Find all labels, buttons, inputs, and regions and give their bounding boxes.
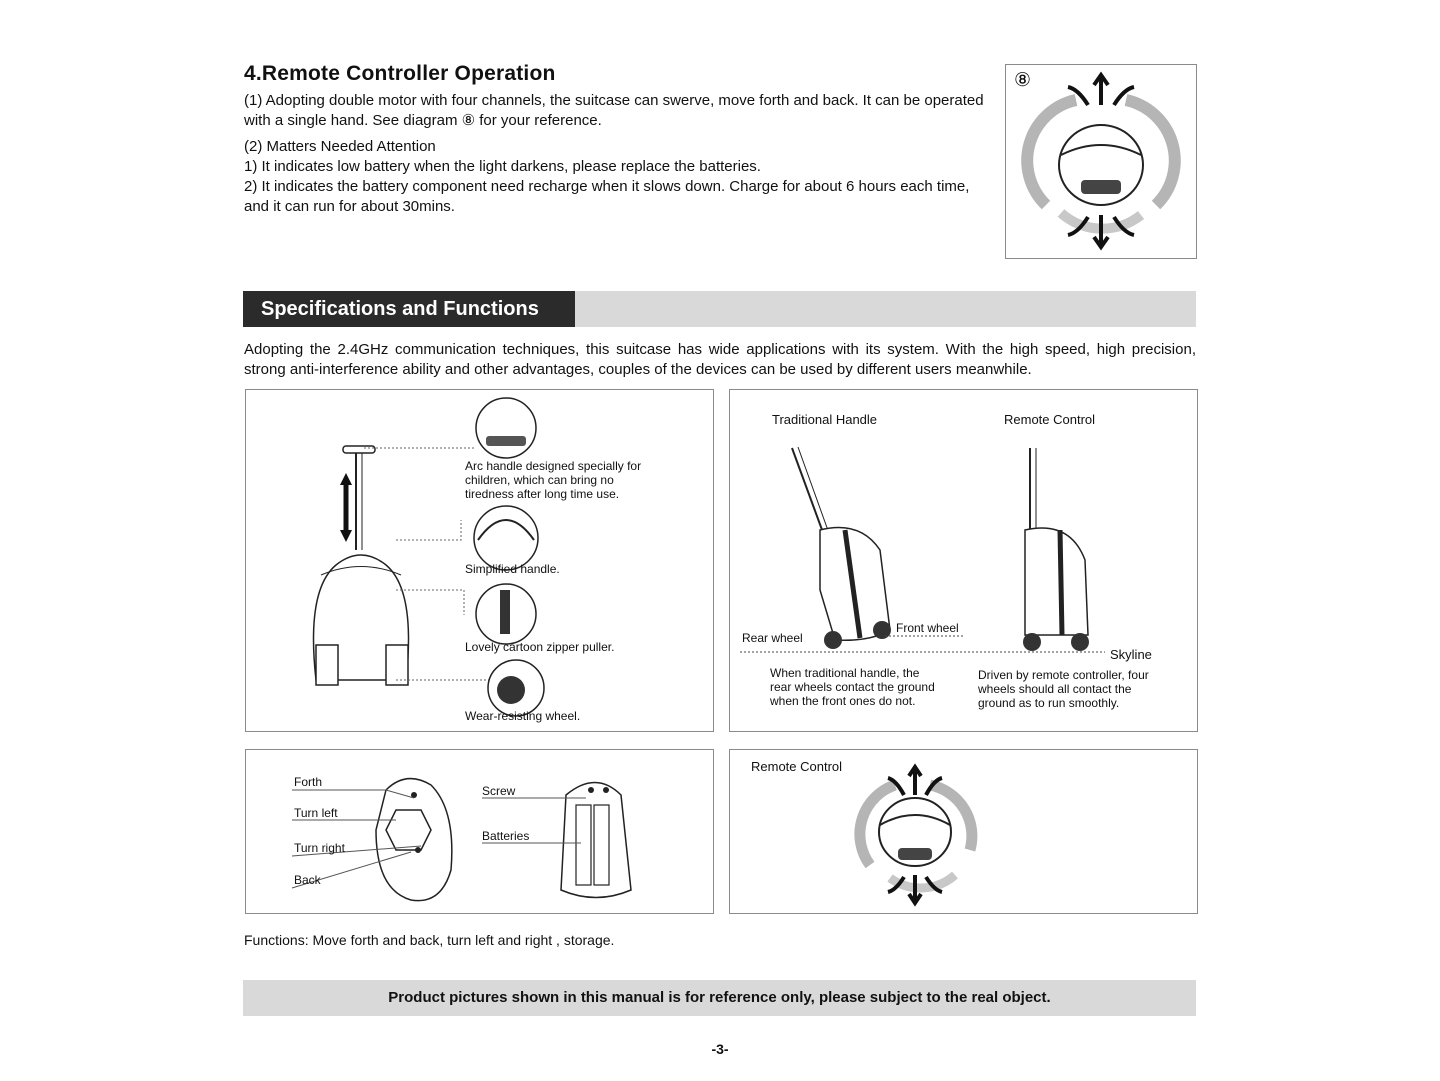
label-skyline: Skyline	[1110, 647, 1152, 662]
label-wheel: Wear-resisting wheel.	[465, 709, 581, 723]
specifications-title: Specifications and Functions	[243, 291, 575, 327]
matters-item-1: 1) It indicates low battery when the light darkens, please replace the batteries.	[244, 158, 761, 175]
label-simplified-handle: Simplified handle.	[465, 562, 560, 576]
suitcase-features-illustration	[246, 390, 713, 731]
label-turn-left: Turn left	[294, 806, 338, 820]
paragraph-double-motor: (1) Adopting double motor with four channels, the suitcase can swerve, move forth and back. It can be operated with a single hand. See diagram ⑧ for your reference.	[244, 92, 984, 129]
label-batteries: Batteries	[482, 829, 530, 843]
rotation-arrows-icon	[730, 750, 1197, 913]
label-rear-wheel: Rear wheel	[742, 631, 803, 645]
features-panel	[245, 389, 714, 732]
handle-comparison-panel	[729, 389, 1198, 732]
label-arc-handle: Arc handle designed specially for children, which can bring no tiredness after long time use.	[465, 459, 642, 501]
label-screw: Screw	[482, 784, 516, 798]
label-traditional-handle: Traditional Handle	[772, 412, 878, 427]
label-forth: Forth	[294, 775, 323, 789]
rotation-diagram-icon	[1006, 65, 1196, 258]
label-remote-control: Remote Control	[1004, 412, 1096, 427]
diagram-number: ⑧	[1014, 70, 1032, 91]
remote-control-rotation-panel	[729, 749, 1198, 914]
note-remote-control: Driven by remote controller, four wheels should all contact the ground as to run smoothly.	[978, 668, 1149, 710]
note-traditional-handle: When traditional handle, the rear wheels contact the ground when the front ones do not.	[770, 666, 935, 708]
label-turn-right: Turn right	[294, 841, 345, 855]
label-zipper-puller: Lovely cartoon zipper puller.	[465, 640, 615, 654]
specifications-bar	[243, 291, 1196, 327]
matters-heading: (2) Matters Needed Attention	[244, 138, 436, 155]
section-title-remote-operation: 4.Remote Controller Operation	[244, 62, 556, 85]
disclaimer-bar: Product pictures shown in this manual is for reference only, please subject to the real object.	[243, 980, 1196, 1016]
functions-line: Functions: Move forth and back, turn left and right , storage.	[244, 932, 615, 948]
label-back: Back	[294, 873, 321, 887]
remote-controller-panel	[245, 749, 714, 914]
matters-item-2: 2) It indicates the battery component need recharge when it slows down. Charge for about 6 hours each time, and it can run for about 30mins.	[244, 178, 970, 215]
label-front-wheel: Front wheel	[896, 621, 959, 635]
page-number: -3-	[711, 1041, 729, 1057]
remote-control-panel-title: Remote Control	[751, 759, 843, 774]
specifications-intro: Adopting the 2.4GHz communication techniques, this suitcase has wide applications with its system. With the high speed, high precision, strong anti-interference ability and other advantages, couples of the devices can be used by different users meanwhile.	[244, 341, 1196, 378]
diagram-8-box	[1005, 64, 1197, 259]
